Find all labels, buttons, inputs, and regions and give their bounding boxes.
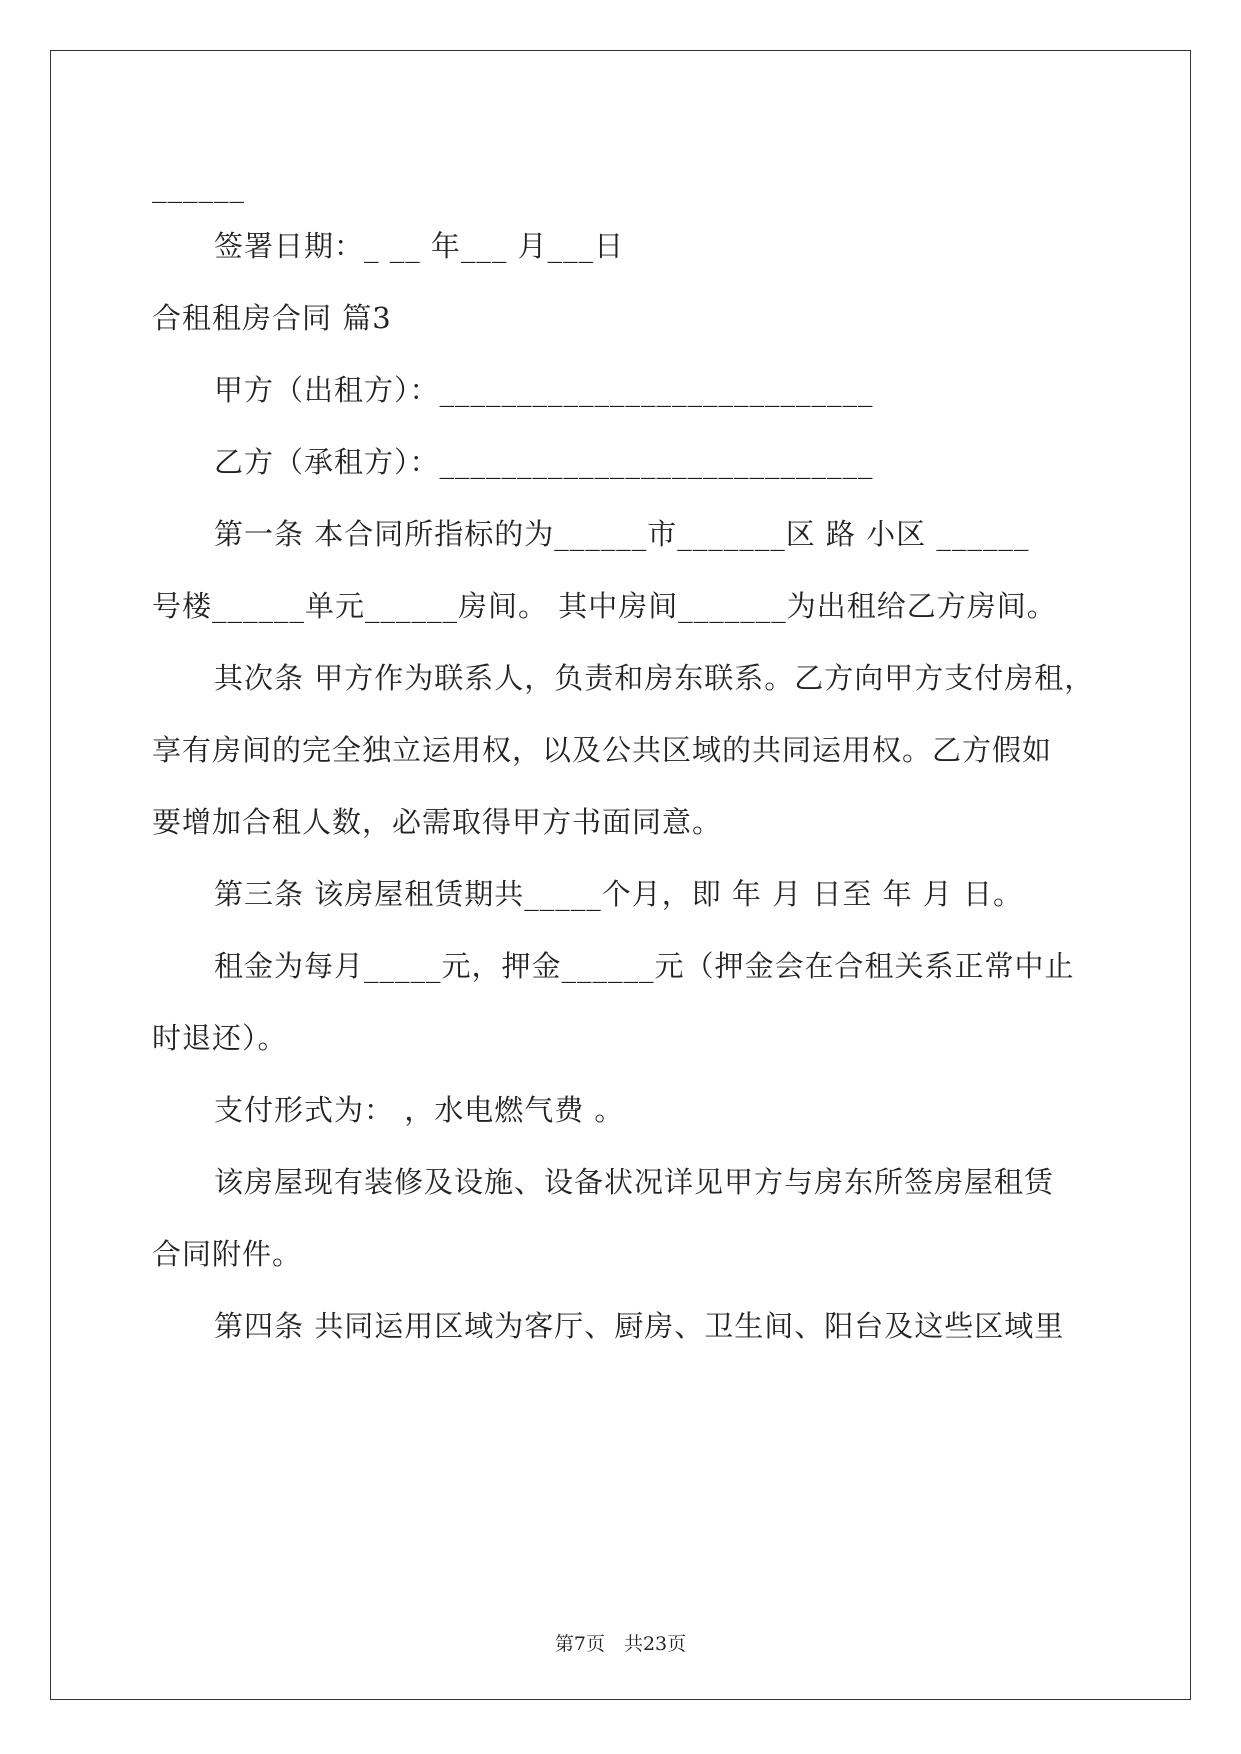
text-line-party-b: 乙方（承租方）：____________________________ <box>214 445 874 479</box>
text-line-article-2: 其次条 甲方作为联系人，负责和房东联系。乙方向甲方支付房租， <box>214 661 1095 695</box>
text-line-party-a: 甲方（出租方）：____________________________ <box>214 373 874 407</box>
text-line-blank: ______ <box>152 169 245 203</box>
text-line-rent: 租金为每月_____元，押金______元（押金会在合租关系正常中止 <box>214 949 1075 983</box>
text-line-sign-date: 签署日期：_ __ 年___ 月___日 <box>214 229 625 263</box>
text-line-article-1-cont: 号楼______单元______房间。 其中房间_______为出租给乙方房间。 <box>152 589 1057 623</box>
text-line-article-2-cont: 享有房间的完全独立运用权，以及公共区域的共同运用权。乙方假如 <box>152 733 1053 767</box>
text-line-facilities-cont: 合同附件。 <box>152 1237 303 1271</box>
text-line-rent-cont: 时退还）。 <box>152 1021 288 1055</box>
page-number: 第7页 共23页 <box>554 1633 687 1655</box>
text-line-article-2-cont: 要增加合租人数，必需取得甲方书面同意。 <box>152 805 723 839</box>
text-line-article-3: 第三条 该房屋租赁期共_____个月，即 年 月 日至 年 月 日。 <box>214 877 1024 911</box>
text-line-payment: 支付形式为： ，水电燃气费 。 <box>214 1093 625 1127</box>
text-line-facilities: 该房屋现有装修及设施、设备状况详见甲方与房东所签房屋租赁 <box>214 1165 1055 1199</box>
text-line-article-1: 第一条 本合同所指标的为______市_______区 路 小区 ______ <box>214 517 1030 551</box>
text-line-article-4: 第四条 共同运用区域为客厅、厨房、卫生间、阳台及这些区域里 <box>214 1309 1065 1343</box>
section-title: 合租租房合同 篇3 <box>152 301 392 335</box>
